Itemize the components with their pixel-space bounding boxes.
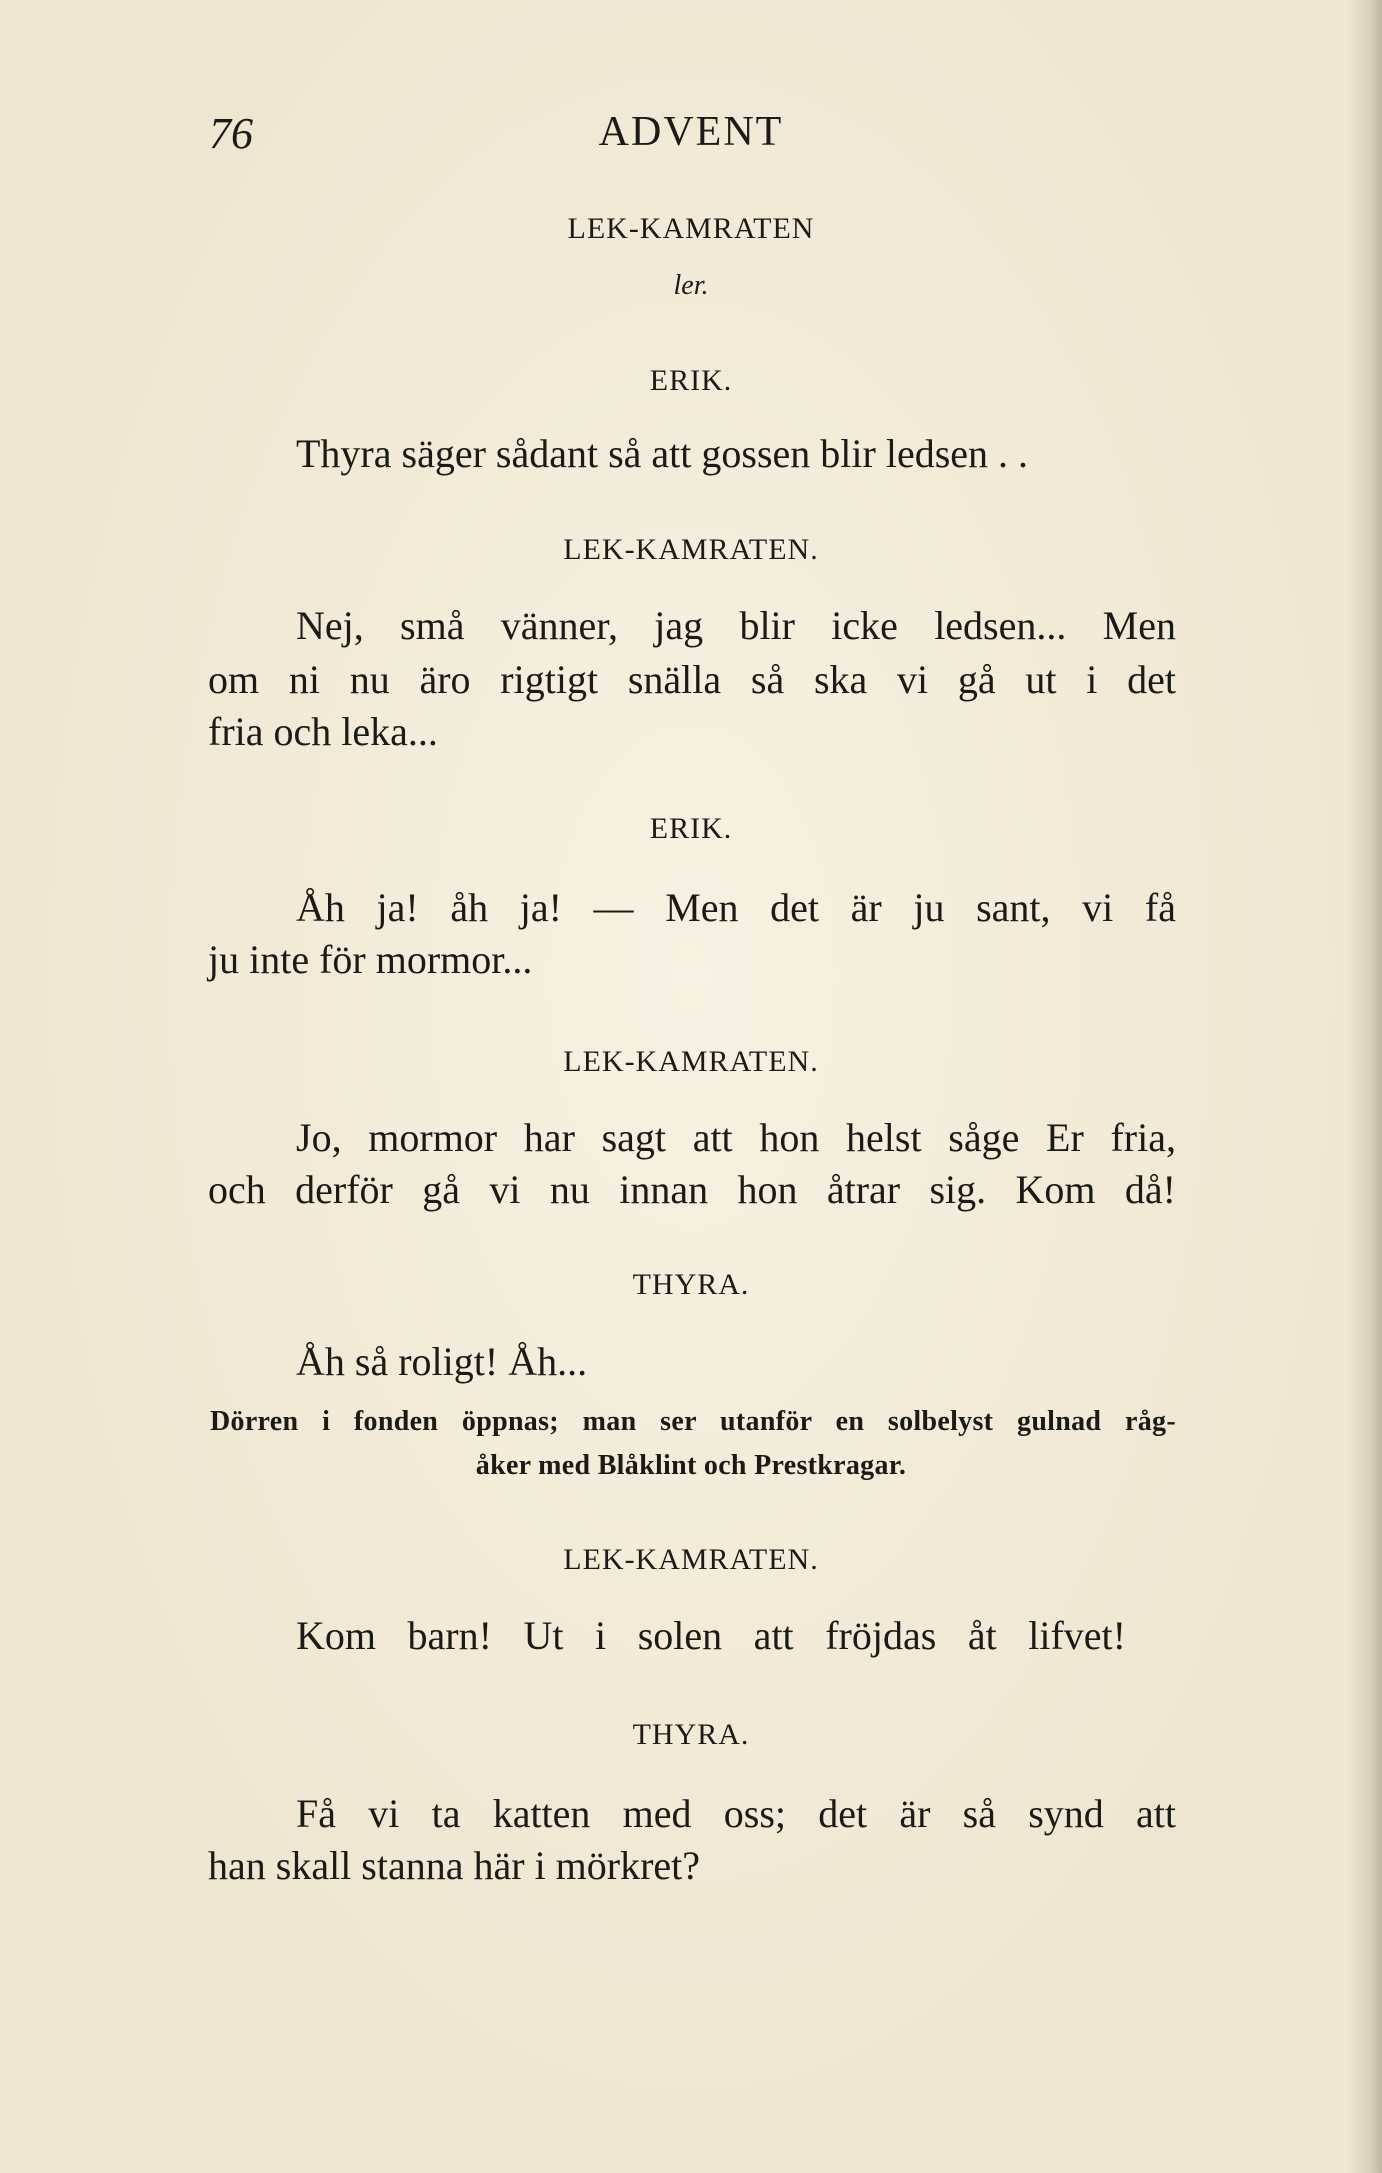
dialogue-line: fria och leka... [208, 709, 438, 754]
dialogue-line: Åh ja! åh ja! — Men det är ju sant, vi få [296, 885, 1176, 930]
speaker-name: ERIK. [649, 364, 733, 397]
speaker-name: THYRA. [632, 1268, 750, 1301]
running-title: ADVENT [598, 109, 784, 155]
stage-note: ler. [673, 270, 709, 301]
dialogue-line: om ni nu äro rigtigt snälla så ska vi gå ut i det [208, 657, 1176, 702]
dialogue-line: Åh så roligt! Åh... [296, 1339, 588, 1384]
dialogue-line: ju inte för mormor... [208, 937, 533, 982]
dialogue-line: Nej, små vänner, jag blir icke ledsen... Men [296, 603, 1176, 648]
speaker-name: ERIK. [649, 812, 733, 845]
page-edge-shadow [1348, 0, 1382, 2173]
speaker-name: LEK-KAMRATEN. [563, 533, 819, 566]
stage-direction-line: åker med Blåklint och Prestkragar. [475, 1450, 907, 1481]
speaker-name: LEK-KAMRATEN. [563, 1543, 819, 1576]
dialogue-line: Jo, mormor har sagt att hon helst såge Er fria, [296, 1115, 1176, 1160]
page-number: 76 [209, 109, 253, 158]
speaker-name: LEK-KAMRATEN [567, 212, 815, 245]
dialogue-line: och derför gå vi nu innan hon åtrar sig. Kom då! [208, 1167, 1176, 1212]
dialogue-line: han skall stanna här i mörkret? [208, 1843, 701, 1888]
speaker-name: LEK-KAMRATEN. [563, 1045, 819, 1078]
stage-direction-line: Dörren i fonden öppnas; man ser utanför en solbelyst gulnad råg- [210, 1406, 1176, 1437]
dialogue-line: Få vi ta katten med oss; det är så synd att [296, 1791, 1176, 1836]
dialogue-line: Kom barn! Ut i solen att fröjdas åt lifvet! [296, 1613, 1126, 1658]
dialogue-line: Thyra säger sådant så att gossen blir ledsen . . [296, 431, 1029, 476]
speaker-name: THYRA. [632, 1718, 750, 1751]
